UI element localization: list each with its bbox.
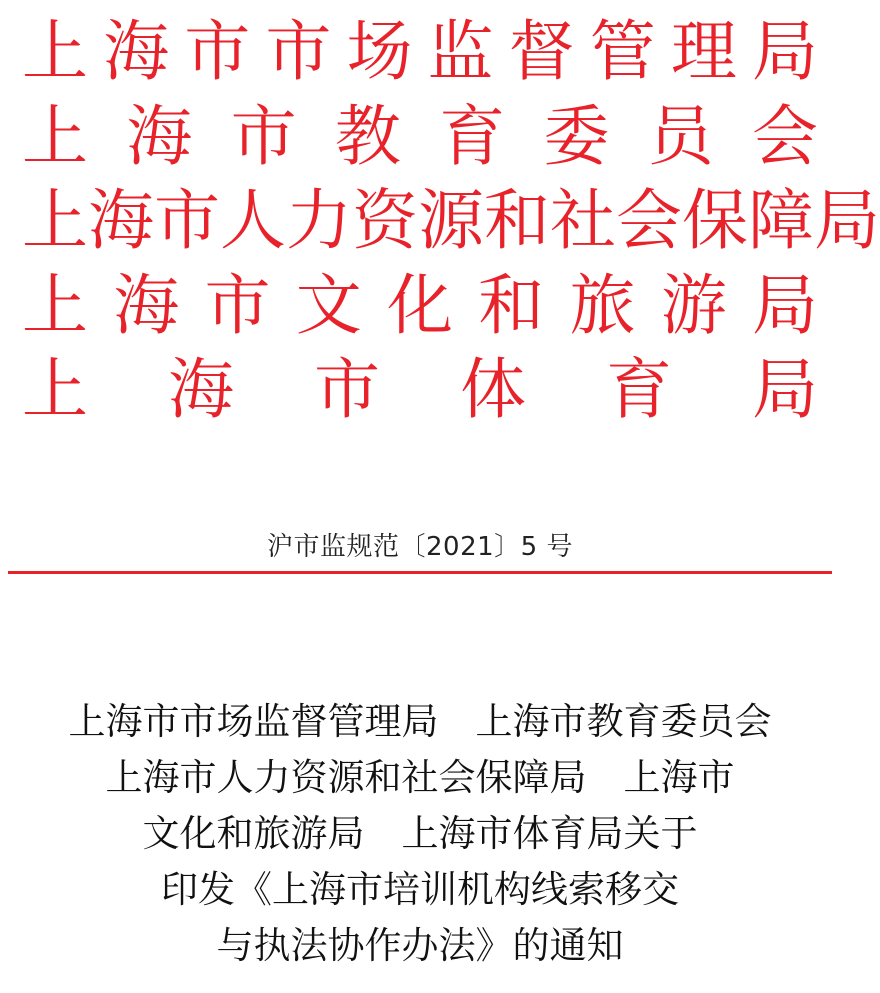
title-line: 文化和旅游局 上海市体育局关于 — [142, 812, 698, 855]
agency-line — [22, 179, 880, 264]
agency-character: 市 — [184, 13, 251, 91]
agency-character: 市 — [314, 351, 380, 429]
agency-character: 员 — [647, 97, 714, 175]
agency-character: 教 — [334, 97, 401, 175]
agency-character: 市 — [204, 266, 271, 344]
red-divider-rule — [8, 571, 832, 574]
agency-character: 上 — [22, 266, 88, 344]
agency-line — [22, 95, 818, 180]
agency-character: 体 — [460, 351, 526, 429]
agency-line — [22, 10, 818, 95]
agency-character: 局 — [752, 266, 818, 344]
agency-character: 市 — [265, 13, 332, 91]
agency-character: 市 — [154, 182, 220, 260]
document-title — [0, 694, 840, 974]
agency-character: 理 — [670, 13, 737, 91]
agency-character: 和 — [484, 182, 550, 260]
agency-character: 力 — [286, 182, 352, 260]
agency-character: 上 — [22, 351, 88, 429]
agency-character: 局 — [814, 182, 880, 260]
agency-character: 市 — [230, 97, 297, 175]
agency-character: 监 — [427, 13, 494, 91]
agency-character: 海 — [126, 97, 193, 175]
agency-character: 旅 — [569, 266, 636, 344]
agency-character: 海 — [168, 351, 234, 429]
agency-character: 源 — [418, 182, 484, 260]
agency-character: 场 — [346, 13, 413, 91]
agency-character: 保 — [682, 182, 748, 260]
title-line: 上海市人力资源和社会保障局 上海市 — [105, 756, 735, 799]
agency-character: 会 — [616, 182, 682, 260]
agency-character: 上 — [22, 13, 88, 91]
agency-character: 化 — [387, 266, 453, 344]
title-line: 印发《上海市培训机构线索移交 — [161, 868, 679, 911]
agency-character: 游 — [660, 266, 727, 344]
agency-character: 育 — [439, 97, 506, 175]
agency-character: 障 — [748, 182, 814, 260]
agency-character: 人 — [220, 182, 286, 260]
agency-line — [22, 264, 818, 349]
agency-character: 局 — [751, 13, 818, 91]
agency-character: 海 — [113, 266, 180, 344]
document-number: 沪市监规范〔2021〕5 号 — [267, 532, 573, 562]
agency-character: 上 — [22, 97, 88, 175]
agency-character: 上 — [22, 182, 88, 260]
agency-character: 资 — [352, 182, 418, 260]
agency-character: 会 — [751, 97, 818, 175]
agency-character: 育 — [606, 351, 672, 429]
agency-character: 文 — [295, 266, 362, 344]
agency-character: 督 — [508, 13, 575, 91]
agency-character: 海 — [103, 13, 170, 91]
agency-character: 和 — [478, 266, 545, 344]
issuing-agencies-header — [22, 10, 880, 433]
agency-line — [22, 348, 818, 433]
agency-character: 社 — [550, 182, 616, 260]
title-line: 与执法协作办法》的通知 — [216, 924, 624, 967]
agency-character: 委 — [543, 97, 610, 175]
agency-character: 管 — [589, 13, 656, 91]
agency-character: 海 — [88, 182, 154, 260]
agency-character: 局 — [752, 351, 818, 429]
title-line: 上海市市场监督管理局 上海市教育委员会 — [68, 700, 772, 743]
